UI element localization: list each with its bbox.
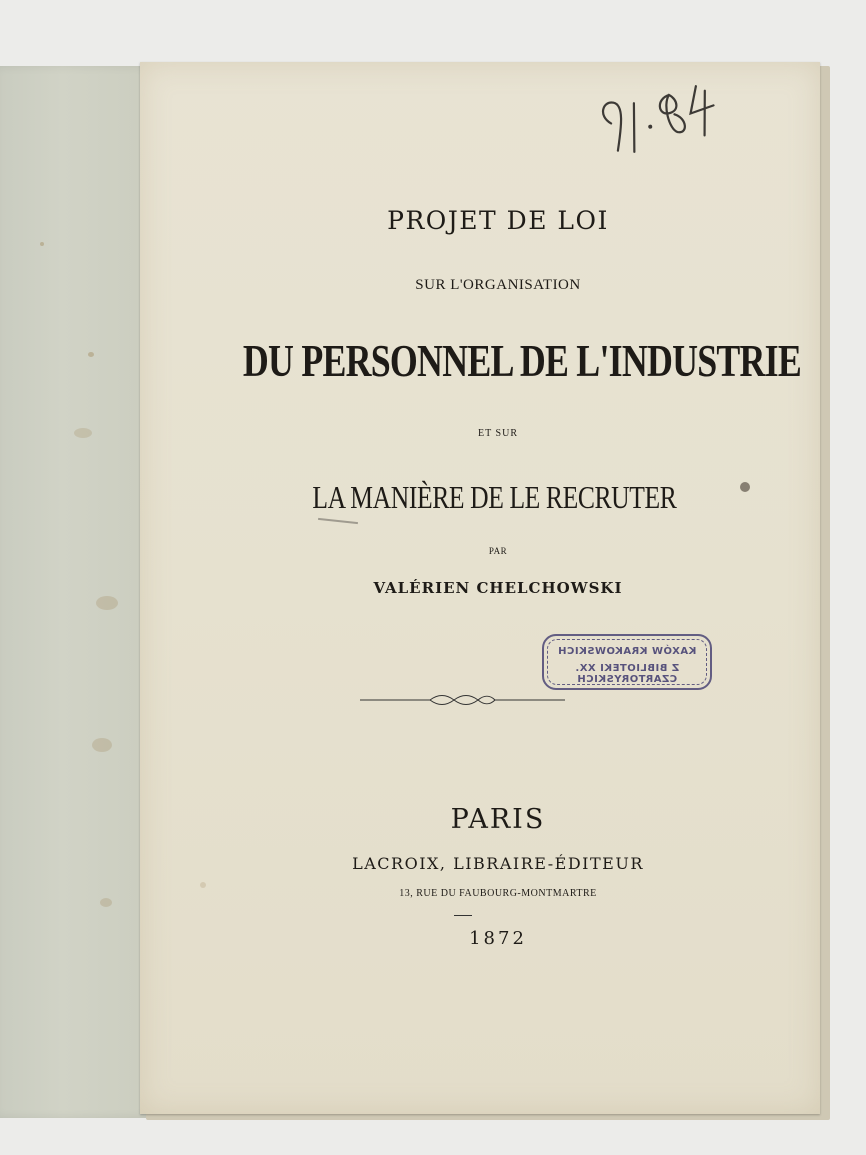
title-line-maniere: LA MANIÈRE DE LE RECRUTER — [312, 479, 677, 515]
title-line-et-sur: ET SUR — [478, 428, 518, 439]
library-stamp — [542, 634, 712, 690]
stamp-line-2: Z BIBLIOTEKI XX. CZARTORYSKICH — [574, 663, 680, 685]
byline-par: PAR — [488, 546, 508, 556]
pencil-mark — [318, 518, 358, 524]
foxing-spot — [74, 428, 92, 438]
title-line-projet: PROJET DE LOI — [387, 206, 609, 235]
stamp-line-1: KAXÓW KRAKOWSKICH — [557, 646, 697, 657]
foxing-spot — [96, 596, 118, 610]
imprint-publisher: LACROIX, LIBRAIRE-ÉDITEUR — [352, 854, 644, 873]
title-line-organisation: SUR L'ORGANISATION — [415, 277, 581, 293]
title-page — [140, 62, 820, 1114]
title-line-main: DU PERSONNEL DE L'INDUSTRIE — [242, 335, 802, 386]
foxing-spot — [92, 738, 112, 752]
foxing-spot — [100, 898, 112, 907]
foxing-spot — [40, 242, 44, 246]
author-name: VALÉRIEN CHELCHOWSKI — [373, 579, 623, 597]
foxing-spot — [88, 352, 94, 357]
handwritten-shelfmark — [592, 73, 739, 175]
ornamental-rule — [360, 692, 565, 708]
imprint-year: 1872 — [469, 928, 527, 949]
imprint-city: PARIS — [450, 804, 546, 835]
shelfmark-handwriting — [592, 73, 739, 175]
imprint-address: 13, RUE DU FAUBOURG-MONTMARTRE — [399, 888, 597, 899]
left-cover-board — [0, 66, 159, 1118]
year-divider — [454, 915, 472, 916]
